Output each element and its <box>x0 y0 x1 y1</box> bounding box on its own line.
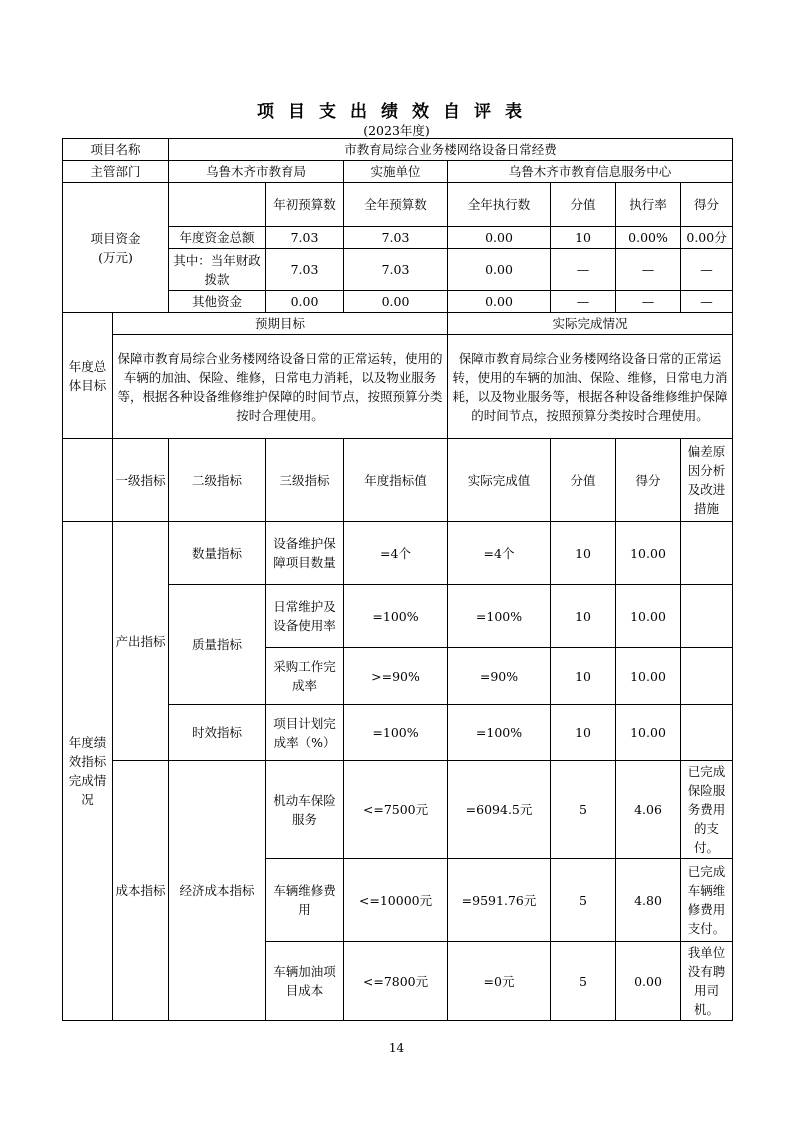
indicator-target: =100% <box>344 585 448 648</box>
funds-header: 全年预算数 <box>344 183 448 227</box>
indicator-header: 二级指标 <box>169 439 266 522</box>
indicator-score: 10.00 <box>616 705 681 761</box>
indicator-name: 日常维护及设备使用率 <box>266 585 344 648</box>
timeliness-indicator-label: 时效指标 <box>169 705 266 761</box>
funds-cell: — <box>681 249 733 291</box>
indicator-name: 采购工作完成率 <box>266 648 344 705</box>
indicator-score-max: 5 <box>551 761 616 859</box>
indicator-note: 已完成车辆维修费用支付。 <box>681 859 733 942</box>
indicator-name: 车辆维修费用 <box>266 859 344 942</box>
page-number: 14 <box>388 1041 405 1055</box>
indicator-header-blank <box>63 439 113 522</box>
indicator-target: =4个 <box>344 522 448 585</box>
indicator-note: 已完成保险服务费用的支付。 <box>681 761 733 859</box>
cost-indicator-label: 成本指标 <box>113 761 169 1021</box>
indicator-header: 一级指标 <box>113 439 169 522</box>
quality-indicator-label: 质量指标 <box>169 585 266 705</box>
funds-cell: 0.00分 <box>681 227 733 249</box>
funds-cell: 7.03 <box>266 227 344 249</box>
indicator-score-max: 10 <box>551 705 616 761</box>
indicator-score-max: 10 <box>551 585 616 648</box>
indicator-note <box>681 522 733 585</box>
funds-row-label: 其中：当年财政拨款 <box>169 249 266 291</box>
funds-header: 分值 <box>551 183 616 227</box>
indicator-note: 我单位没有聘用司机。 <box>681 942 733 1021</box>
actual-completion-text: 保障市教育局综合业务楼网络设备日常的正常运转，使用的车辆的加油、保险、维修，日常电力消耗，以及物业服务等，根据各种设备维修维护保障的时间节点，按照预算分类按时合理使用。 <box>448 335 733 439</box>
indicator-header: 分值 <box>551 439 616 522</box>
impl-unit-value: 乌鲁木齐市教育信息服务中心 <box>448 161 733 183</box>
funds-cell: 0.00 <box>448 249 551 291</box>
indicator-score: 0.00 <box>616 942 681 1021</box>
expected-goal-text: 保障市教育局综合业务楼网络设备日常的正常运转，使用的车辆的加油、保险、维修，日常电力消耗，以及物业服务等，根据各种设备维修维护保障的时间节点，按照预算分类按时合理使用。 <box>113 335 448 439</box>
indicator-score: 10.00 <box>616 522 681 585</box>
indicator-score-max: 10 <box>551 648 616 705</box>
indicator-score-max: 10 <box>551 522 616 585</box>
indicator-score-max: 5 <box>551 859 616 942</box>
indicator-name: 设备维护保障项目数量 <box>266 522 344 585</box>
quantity-indicator-label: 数量指标 <box>169 522 266 585</box>
funds-cell: 7.03 <box>344 227 448 249</box>
funds-cell: 0.00 <box>448 227 551 249</box>
funds-cell: 7.03 <box>344 249 448 291</box>
indicator-score: 10.00 <box>616 648 681 705</box>
funds-cell: — <box>616 249 681 291</box>
indicator-header: 偏差原因分析及改进措施 <box>681 439 733 522</box>
funds-header: 年初预算数 <box>266 183 344 227</box>
funds-header-blank <box>169 183 266 227</box>
funds-header: 全年执行数 <box>448 183 551 227</box>
self-evaluation-table <box>62 138 733 1021</box>
indicator-header: 得分 <box>616 439 681 522</box>
indicator-actual: =9591.76元 <box>448 859 551 942</box>
indicator-target: <=10000元 <box>344 859 448 942</box>
funds-cell: — <box>681 291 733 313</box>
indicator-note <box>681 648 733 705</box>
indicator-target: <=7800元 <box>344 942 448 1021</box>
funds-header: 执行率 <box>616 183 681 227</box>
indicator-name: 项目计划完成率（%） <box>266 705 344 761</box>
dept-label: 主管部门 <box>63 161 169 183</box>
funds-cell: — <box>551 249 616 291</box>
indicator-target: <=7500元 <box>344 761 448 859</box>
project-name-value: 市教育局综合业务楼网络设备日常经费 <box>169 139 733 161</box>
funds-cell: — <box>551 291 616 313</box>
funds-row-label: 年度资金总额 <box>169 227 266 249</box>
indicator-score: 10.00 <box>616 585 681 648</box>
indicator-header: 三级指标 <box>266 439 344 522</box>
indicator-actual: =6094.5元 <box>448 761 551 859</box>
funds-cell: 10 <box>551 227 616 249</box>
indicator-target: =100% <box>344 705 448 761</box>
indicator-actual: =100% <box>448 585 551 648</box>
output-indicator-label: 产出指标 <box>113 522 169 761</box>
indicator-header: 实际完成值 <box>448 439 551 522</box>
report-year: (2023年度) <box>363 123 430 138</box>
funds-row-label: 其他资金 <box>169 291 266 313</box>
funds-cell: 7.03 <box>266 249 344 291</box>
dept-value: 乌鲁木齐市教育局 <box>169 161 344 183</box>
funds-cell: 0.00 <box>344 291 448 313</box>
funds-cell: 0.00 <box>448 291 551 313</box>
overall-goal-label: 年度总体目标 <box>63 313 113 439</box>
indicator-actual: =90% <box>448 648 551 705</box>
performance-section-label: 年度绩效指标完成情况 <box>63 522 113 1021</box>
indicator-actual: =100% <box>448 705 551 761</box>
funds-cell: — <box>616 291 681 313</box>
indicator-note <box>681 585 733 648</box>
funds-cell: 0.00 <box>266 291 344 313</box>
funds-header: 得分 <box>681 183 733 227</box>
indicator-score-max: 5 <box>551 942 616 1021</box>
indicator-name: 机动车保险服务 <box>266 761 344 859</box>
indicator-name: 车辆加油项目成本 <box>266 942 344 1021</box>
indicator-target: >=90% <box>344 648 448 705</box>
indicator-note <box>681 705 733 761</box>
funds-label: 项目资金 (万元) <box>63 183 169 313</box>
project-name-label: 项目名称 <box>63 139 169 161</box>
indicator-actual: =0元 <box>448 942 551 1021</box>
actual-completion-header: 实际完成情况 <box>448 313 733 335</box>
indicator-score: 4.06 <box>616 761 681 859</box>
expected-goal-header: 预期目标 <box>113 313 448 335</box>
page-title: 项目支出绩效自评表 <box>257 102 536 122</box>
impl-unit-label: 实施单位 <box>344 161 448 183</box>
indicator-actual: =4个 <box>448 522 551 585</box>
indicator-score: 4.80 <box>616 859 681 942</box>
funds-cell: 0.00% <box>616 227 681 249</box>
indicator-header: 年度指标值 <box>344 439 448 522</box>
econ-cost-indicator-label: 经济成本指标 <box>169 761 266 1021</box>
